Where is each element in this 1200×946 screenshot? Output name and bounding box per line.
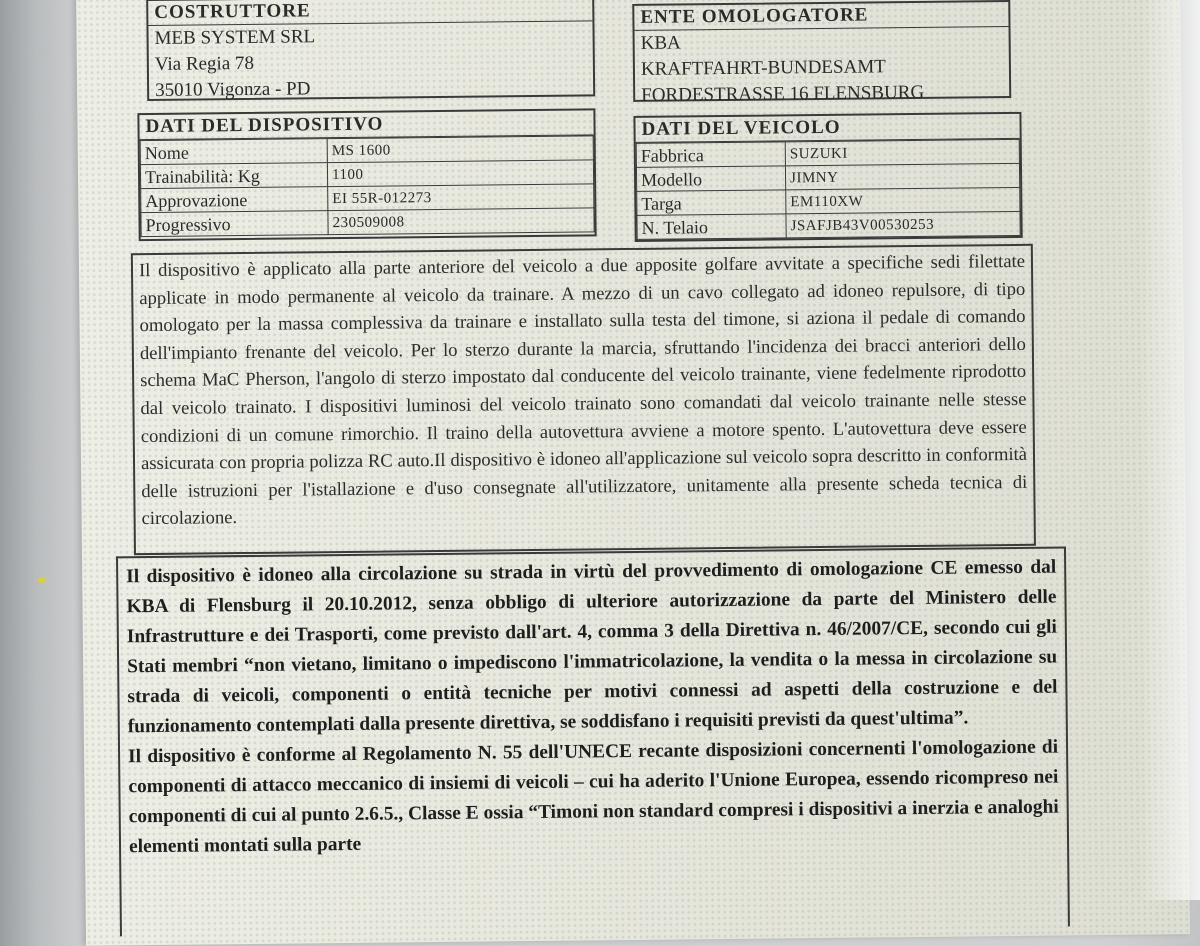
veicolo-header: DATI DEL VEICOLO <box>635 114 1019 143</box>
dispositivo-box <box>137 108 596 241</box>
costruttore-header: COSTRUTTORE <box>148 0 592 26</box>
costruttore-address: Via Regia 78 <box>154 52 255 75</box>
costruttore-name: MEB SYSTEM SRL <box>154 26 316 49</box>
descrizione-box <box>131 244 1036 555</box>
ente-line-1: KBA <box>640 32 681 54</box>
field-value: 1100 <box>327 160 593 187</box>
legal-box <box>116 546 1070 936</box>
table-row <box>637 211 1020 239</box>
field-label: Nome <box>140 139 327 165</box>
field-value: JSAFJB43V00530253 <box>786 211 1020 237</box>
paper-edge <box>1140 0 1200 900</box>
field-label: N. Telaio <box>637 214 786 240</box>
field-value: 230509008 <box>328 208 594 235</box>
field-label: Modello <box>636 166 785 192</box>
costruttore-city: 35010 Vigonza - PD <box>155 78 311 101</box>
costruttore-box <box>146 0 595 101</box>
paper-speck <box>38 577 46 583</box>
field-label: Progressivo <box>141 211 328 237</box>
dispositivo-table <box>140 135 595 237</box>
legal-paragraph-1: Il dispositivo è idoneo alla circolazione su strada in virtù del provvedimento di omologazione CE emesso dal KBA di Flensburg il 20.10.2012, senza obbligo di ulteriore autorizzazione da parte del Ministero delle Infrastrutture e dei Trasporti, come previsto dall'art. 4, comma 3 della Direttiva n. 46/2007/CE, secondo cui gli Stati membri “non vietano, limitano o impediscono l'immatricolazione, la vendita o la messa in circolazione su strada di veicoli, componenti o entità tecniche per motivi connessi ad aspetti della costruzione e del funzionamento contemplati dalla presente direttiva, se soddisfano i requisiti previsti da quest'ultima”. <box>126 556 1058 738</box>
veicolo-box <box>633 112 1022 242</box>
table-row <box>141 208 594 237</box>
document-sheet <box>76 0 1190 946</box>
field-value: MS 1600 <box>327 136 593 163</box>
descrizione-text: Il dispositivo è applicato alla parte anteriore del veicolo a due apposite golfare avvitate a specifiche sedi filettate applicate in modo permanente al veicolo da trainare. A mezzo di un cavo collegato ad idoneo repulsore, di tipo omologato per la massa complessiva da trainare e installato sulla testa del timone, si aziona il pedale di comando dell'impianto frenante del veicolo. Per lo sterzo durante la marcia, sfruttando l'incidenza dei bracci anteriori dello schema MaC Pherson, l'angolo di sterzo impostato dal conducente del veicolo trainante, viene fedelmente riprodotto dal veicolo trainato. I dispositivi luminosi del veicolo trainato sono comandati dal veicolo trainante nelle stesse condizioni di un comune rimorchio. Il traino della autovettura avviene a motore spento. L'autovettura deve essere assicurata con propria polizza RC auto.Il dispositivo è idoneo all'applicazione sul veicolo sopra descritto in conformità delle istruzioni per l'istallazione e d'uso consegnate all'utilizzatore, unitamente alla presente scheda tecnica di circolazione. <box>138 250 1028 530</box>
veicolo-table <box>636 139 1021 240</box>
field-value: EI 55R-012273 <box>328 184 594 211</box>
ente-header: ENTE OMOLOGATORE <box>634 2 1008 31</box>
dispositivo-header: DATI DEL DISPOSITIVO <box>139 110 593 140</box>
field-value: EM110XW <box>786 187 1020 213</box>
ente-line-3: FORDESTRASSE 16 FLENSBURG <box>641 81 925 106</box>
field-label: Fabbrica <box>636 142 785 168</box>
field-value: JIMNY <box>785 163 1019 189</box>
field-label: Approvazione <box>141 187 328 213</box>
field-value: SUZUKI <box>785 139 1019 165</box>
field-label: Trainabilità: Kg <box>140 163 327 189</box>
ente-line-2: KRAFTFAHRT-BUNDESAMT <box>640 56 886 80</box>
legal-paragraph-2: Il dispositivo è conforme al Regolamento N. 55 dell'UNECE recante disposizioni concernenti l'omologazione di componenti di attacco meccanico di insiemi di veicoli – cui ha aderito l'Unione Europea, essendo ricompreso nei componenti di cui al punto 2.6.5., Classe E ossia “Timoni non standard compresi i dispositivi a inerzia e analoghi elementi montati sulla parte <box>127 736 1059 858</box>
ente-omologatore-box <box>632 0 1011 106</box>
field-label: Targa <box>637 190 786 216</box>
